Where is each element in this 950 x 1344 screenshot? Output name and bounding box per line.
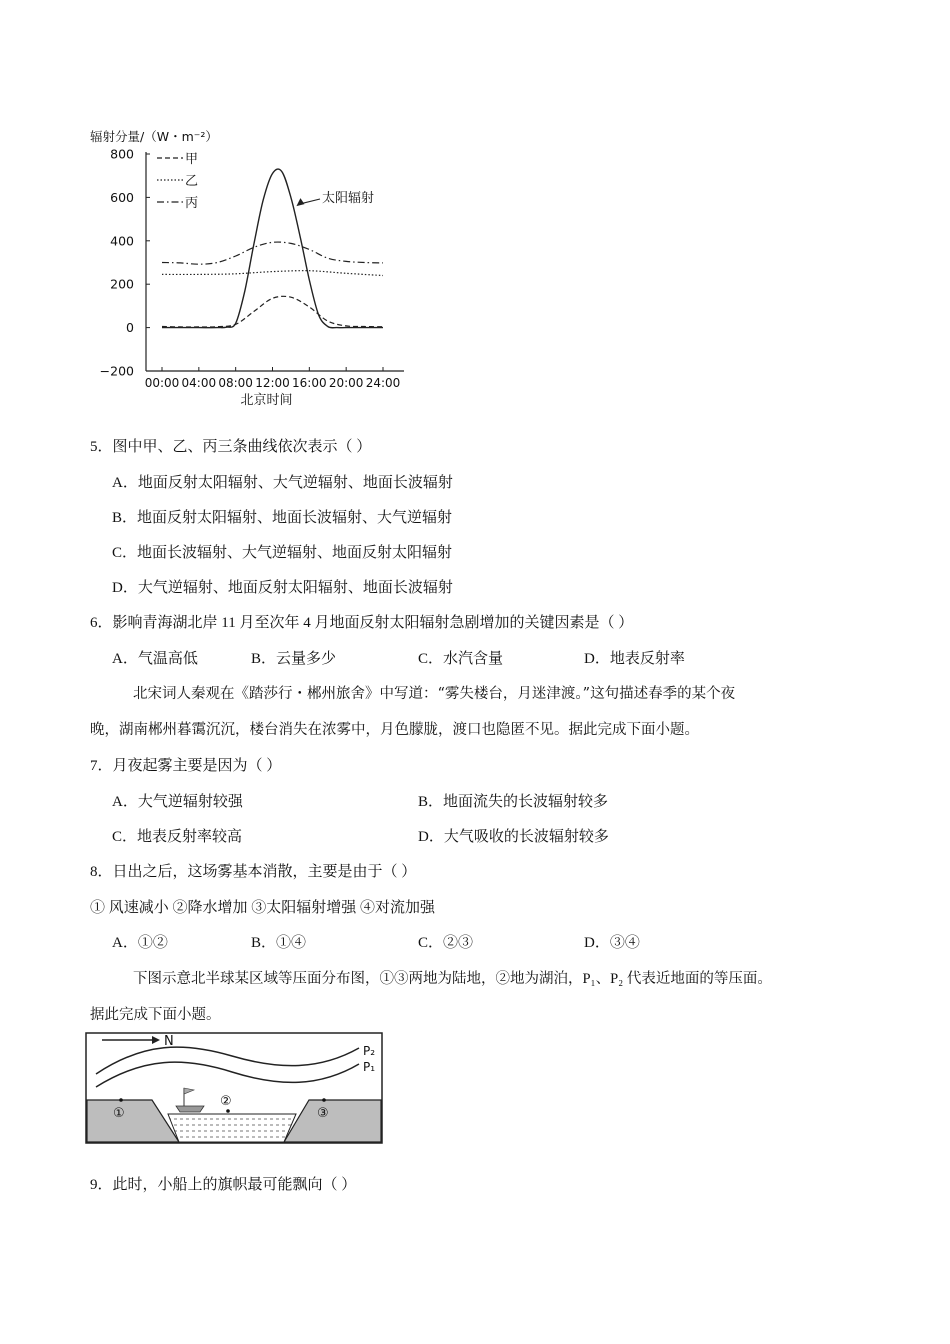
question-7-option-b[interactable]: B．地面流失的长波辐射较多 — [418, 794, 609, 810]
chart-xlabel: 北京时间 — [240, 393, 293, 408]
question-6-option-b[interactable]: B．云量多少 — [251, 651, 337, 667]
passage-2-line-1: 下图示意北半球某区域等压面分布图，①③两地为陆地，②地为湖泊，P₁、P₂ 代表近地面的等压面。 — [133, 971, 772, 987]
series-yi-line — [162, 271, 383, 276]
passage-1-line-1: 北宋词人秦观在《踏莎行・郴州旅舍》中写道：“雾失楼台，月迷津渡。”这句描述春季的某个夜 — [133, 686, 736, 702]
question-8-option-b[interactable]: B．①④ — [251, 935, 307, 951]
chart-x-tick-label: 04:00 — [181, 376, 217, 390]
passage-1-line-2: 晚，湖南郴州暮霭沉沉，楼台消失在浓雾中，月色朦胧，渡口也隐匿不见。据此完成下面小题。 — [90, 722, 699, 738]
chart-y-tick-label: 800 — [110, 146, 134, 162]
annotation-solar-label: 太阳辐射 — [322, 191, 375, 206]
chart-x-tick-label: 20:00 — [328, 376, 364, 390]
chart-y-tick-label: 600 — [110, 189, 134, 205]
question-5-stem: 5．图中甲、乙、丙三条曲线依次表示（ ） — [90, 439, 372, 455]
chart-ylabel: 辐射分量/（W・m⁻²） — [90, 129, 218, 144]
boat-icon — [176, 1106, 204, 1112]
isobar-p1-label: P₁ — [363, 1060, 376, 1074]
series-jia-line — [162, 296, 383, 327]
site-1-dot — [119, 1098, 123, 1102]
question-5-option-c[interactable]: C．地面长波辐射、大气逆辐射、地面反射太阳辐射 — [112, 545, 453, 561]
series-bing-line — [162, 242, 383, 264]
question-7-option-d[interactable]: D．大气吸收的长波辐射较多 — [418, 829, 609, 845]
question-5-option-a[interactable]: A．地面反射太阳辐射、大气逆辐射、地面长波辐射 — [112, 475, 453, 491]
question-7-stem: 7．月夜起雾主要是因为（ ） — [90, 758, 282, 774]
annotation-arrowhead-icon — [296, 198, 304, 206]
question-9-stem: 9．此时，小船上的旗帜最可能飘向（ ） — [90, 1177, 357, 1193]
question-8-option-c[interactable]: C．②③ — [418, 935, 474, 951]
question-8-stem: 8．日出之后，这场雾基本消散，主要是由于（ ） — [90, 864, 417, 880]
isobar-p2-label: P₂ — [363, 1044, 376, 1058]
question-6-stem: 6．影响青海湖北岸 11 月至次年 4 月地面反射太阳辐射急剧增加的关键因素是（ ） — [90, 615, 634, 631]
question-5-option-b[interactable]: B．地面反射太阳辐射、地面长波辐射、大气逆辐射 — [112, 510, 453, 526]
site-2-label: ② — [220, 1094, 232, 1109]
question-8-items: ① 风速减小 ②降水增加 ③太阳辐射增强 ④对流加强 — [90, 900, 436, 916]
question-7-option-a[interactable]: A．大气逆辐射较强 — [112, 794, 243, 810]
chart-x-tick-label: 08:00 — [218, 376, 253, 390]
chart-y-tick-label: 200 — [110, 276, 134, 292]
chart-x-tick-label: 00:00 — [144, 376, 180, 390]
site-3-dot — [322, 1098, 326, 1102]
isobar-diagram — [84, 1032, 386, 1146]
question-8-option-a[interactable]: A．①② — [112, 935, 168, 951]
lake-water — [168, 1114, 296, 1142]
question-6-option-c[interactable]: C．水汽含量 — [418, 651, 504, 667]
chart-y-tick-label: 0 — [126, 320, 134, 336]
chart-x-tick-label: 24:00 — [365, 376, 401, 390]
chart-x-tick-label: 12:00 — [255, 376, 290, 390]
north-label: N — [164, 1034, 174, 1049]
passage-2-line-2: 据此完成下面小题。 — [90, 1007, 221, 1023]
site-1-label: ① — [113, 1106, 125, 1121]
question-6-option-d[interactable]: D．地表反射率 — [584, 651, 685, 667]
chart-x-tick-label: 16:00 — [292, 376, 327, 390]
question-6-option-a[interactable]: A．气温高低 — [112, 651, 198, 667]
site-2-dot — [226, 1109, 230, 1113]
site-3-label: ③ — [317, 1106, 329, 1121]
question-8-option-d[interactable]: D．③④ — [584, 935, 640, 951]
question-7-option-c[interactable]: C．地表反射率较高 — [112, 829, 243, 845]
legend-label: 丙 — [185, 196, 199, 211]
legend-label: 甲 — [185, 152, 199, 167]
radiation-chart — [80, 120, 420, 420]
chart-y-tick-label: −200 — [99, 363, 134, 379]
chart-y-tick-label: 400 — [110, 233, 134, 249]
legend-label: 乙 — [185, 174, 199, 189]
question-5-option-d[interactable]: D．大气逆辐射、地面反射太阳辐射、地面长波辐射 — [112, 580, 453, 596]
